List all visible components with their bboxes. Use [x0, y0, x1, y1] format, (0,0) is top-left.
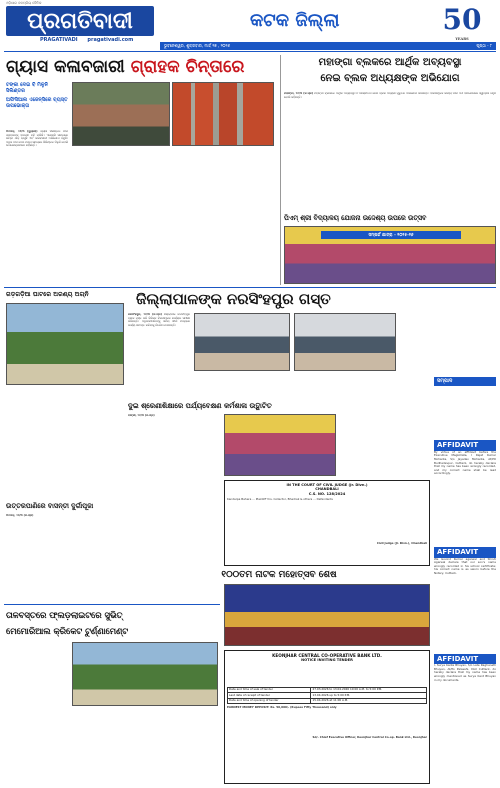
workshop-body-cont — [340, 414, 430, 476]
collector-visit-headline: ଜିଲ୍ଲାପାଳଙ୍କ ନରସିଂହପୁର ଗସ୍ତ — [136, 290, 331, 308]
affidavit-heading: AFFIDAVIT — [434, 654, 496, 665]
right-lead-dateline: ମହାଙ୍ଗା, ୨୬/୩ (ନି.ପ୍ର) — [284, 92, 314, 95]
bank-notice-heading: NOTICE INVITING TENDER — [301, 658, 353, 663]
anniversary-logo — [428, 2, 496, 40]
durga-headline: ଉତ୍ତରପାଣିରେ ବାସନ୍ତୀ ଦୁର୍ଗାପୂଜା — [6, 502, 94, 510]
cricket-headline — [6, 607, 220, 639]
bank-notice-row-value: 15.04.2026 at 11:00 A.M. — [311, 698, 427, 703]
bank-notice-row-value: 27.03.2026 to 13.04.2026 10:00 A.M. to 5:00 P.M. — [311, 687, 427, 692]
forest-fire-photo — [6, 303, 124, 385]
affidavit-item — [434, 547, 496, 650]
date-text: ଭୁବନେଶ୍ୱର, ଶୁକ୍ରବାର, ମାର୍ଚ୍ଚ୍ ୨୭ , ୨୦୨୬ — [164, 43, 230, 48]
workshop-photo — [224, 414, 336, 476]
lead-headline-part2: ଗ୍ରାହକ ଚିନ୍ତାରେ — [130, 57, 245, 77]
column-divider — [280, 55, 281, 285]
sidebar-text — [434, 388, 496, 436]
scheme-photo — [284, 226, 496, 284]
affidavit-column — [434, 440, 496, 786]
lead-body-text: ଗ୍ୟାସ ସିଲିଣ୍ଡର ପାଇଁ ଗ୍ରାହକଙ୍କ ହଇରାଣ ବଢ଼ି ଚାଲିଛି। ଏଜେନ୍ସି ସାମ୍ନାରେ ଲମ୍ବା ଧାଡ଼ି ଲାଗୁଛି ଏବଂ କଳାବଜାରୀ ଅଭିଯୋଗ ବଢୁଛି। ଅଧିକ ଦାମ ଦେଇ ମଧ୍ୟ ସମୟରେ ସିଲିଣ୍ଡର ମିଳୁନି ବୋଲି ଉପଭୋକ୍ତାମାନେ କହିଛନ୍ତି। — [6, 130, 68, 148]
workshop-headline: ଦୁଇ ଶ୍ରେଣୀଶିକ୍ଷାରେ ପର୍ଯ୍ୟବେକ୍ଷଣ କର୍ମଶାଳା ଉଦ୍ଘାଟିତ — [128, 401, 272, 410]
affidavit-item — [434, 654, 496, 757]
cricket-headline-line2: ମେମୋରିଆଲ କ୍ରିକେଟ ଟୁର୍ଣ୍ଣାମେଣ୍ଟ — [6, 626, 129, 636]
collector-visit-dateline: ନରସିଂହପୁର, ୨୬/୩ (ନି.ପ୍ର) — [128, 313, 162, 316]
bank-notice-row-label: Date and time of sale of tender — [228, 687, 311, 692]
cricket-body — [6, 642, 68, 782]
bank-notice-row-label: Date and time of opening of tender — [228, 698, 311, 703]
court-notice-case: C.S. NO. 128/2024 — [308, 491, 346, 496]
lead-body — [6, 130, 68, 240]
masthead-website: pragativadi.com — [87, 37, 134, 43]
bank-notice-signature: Sd/- Chief Executive Officer, Keonjhar Central Co-op. Bank Ltd., Keonjhar — [312, 734, 427, 739]
collector-visit-body-text: ଜିଲ୍ଲାପାଳ ନରସିଂହପୁର ବ୍ଲକ ଗସ୍ତ କରି ବିଭିନ୍ନ ବିକାଶମୂଳକ କାର୍ଯ୍ୟର ସମୀକ୍ଷା କରିଛନ୍ତି। ଅଧିକାରୀମାନଙ୍କୁ ସମୟ ସୀମା ମଧ୍ୟରେ କାର୍ଯ୍ୟ ସମାପ୍ତ କରିବାକୁ ନିର୍ଦ୍ଦେଶ ଦେଇଛନ୍ତି। — [128, 313, 190, 327]
bank-notice-table — [227, 687, 427, 704]
affidavit-heading: AFFIDAVIT — [434, 547, 496, 558]
bottom-rule — [4, 604, 220, 605]
mahotsav-headline: ୧୦୦ତମ ନାଟକ ମହୋତ୍ସବ ଶେଷ — [221, 570, 337, 580]
court-notice-signature: Civil Judge (Jr. Divn.), Chandbali — [376, 541, 427, 546]
bank-notice-row-value: 13.04.2026 up to 5:00 P.M. — [311, 693, 427, 698]
masthead-subtitle — [40, 37, 160, 44]
bank-notice-name: KEONJHAR CENTRAL CO-OPERATIVE BANK LTD. — [272, 653, 382, 658]
bank-notice-body — [227, 710, 427, 736]
bank-notice-row — [228, 698, 427, 703]
lead-photo-cylinders — [172, 82, 274, 146]
forest-fire-headline: ଗଡ଼ଗଡ଼ିଆ ଘାଟରେ ଅରଣ୍ୟ ଅଗ୍ନି — [6, 291, 89, 298]
scheme-banner: ସମ୍ପର୍କ ଯାତ୍ରା - ୨୦୨୫-୨୬ — [321, 231, 461, 239]
bank-notice-emd: EARNEST MONEY DEPOSIT: Rs. 50,000/- (Rupees Fifty Thousand) only — [227, 705, 337, 710]
lead-headline — [6, 55, 276, 79]
affidavit-body: I, Surya Kanta Bhuyan, S/o Late Raghunath Bhuyan, At/Po Palasahi, Dist Cuttack, do hereby declare that my name has been wrongly mentioned as Surya Kant Bhuyan in my documents. — [434, 664, 496, 682]
workshop-body — [128, 414, 220, 504]
bank-notice-intro — [227, 663, 427, 685]
cricket-headline-line1: ତାଳବସ୍ତରେ ଫ୍ଲଡ଼ଲାଇଟରେ ସୁଭିତ୍ — [6, 610, 123, 620]
right-lead-headline — [284, 55, 496, 89]
page-number: ପୃଷ୍ଠା - ୮ — [476, 43, 492, 48]
forest-fire-body — [6, 388, 124, 498]
collector-visit-body — [128, 313, 190, 393]
sidebar-heading: ସମ୍ପାଦ — [434, 377, 496, 386]
lead-body-cont — [72, 150, 274, 242]
affidavit-item — [434, 440, 496, 543]
anniversary-text: YEARS — [455, 37, 469, 40]
collector-photo-2 — [294, 313, 396, 371]
court-notice-body — [227, 504, 427, 542]
lead-bullet-2: ଅଫିସିଆଲ ଏଜେନ୍ସିରେ ବ୍ୟସ୍ତ ଉପଭୋକ୍ତା — [6, 97, 68, 109]
newspaper-logo: ପ୍ରଗତିବାଦୀ — [6, 6, 154, 36]
lead-bullets — [6, 82, 68, 126]
masthead-sub-name: PRAGATIVADI — [40, 37, 78, 43]
affidavit-body: By virtue of an affidavit before the Executive Magistrate, I Rajat Kumar Mohanta, S/o Jayadev Mohanta, At/PO Budhadevpur, Cuttack, do hereby declare that my name has been wrongly recorded, and my correct name shall be read accordingly. — [434, 450, 496, 476]
anniversary-number: 50 — [442, 3, 482, 36]
masthead-rule — [4, 51, 496, 52]
court-notice-parties: Kandarpa Behera ... Plaintiff Vrs. Collector, Bhadrak & others ... Defendants — [227, 497, 333, 502]
mahotsav-photo — [224, 584, 430, 646]
cricket-body-cont — [72, 710, 218, 782]
durga-body — [6, 514, 124, 602]
lead-photo-queue — [72, 82, 170, 146]
court-notice — [224, 480, 430, 566]
bank-notice — [224, 650, 430, 784]
right-lead-headline-line1: ମହାଙ୍ଗା ବ୍ଲକରେ ଆର୍ଥିକ ଅବ୍ୟବସ୍ଥା — [318, 57, 462, 68]
court-notice-heading: IN THE COURT OF CIVIL JUDGE (Jr. Divn.) — [286, 483, 368, 487]
lead-dateline: ଅଠଗଡ଼, ୨୬/୩ (ବ୍ୟୁରୋ) — [6, 130, 38, 133]
lead-bullet-1: ଟଙ୍କା ଦେଇ ବି ମିଳୁନି ସିଲିଣ୍ଡର — [6, 82, 48, 94]
workshop-dateline: ବାଙ୍କୀ, ୨୬/୩ (ନି.ପ୍ର) — [128, 414, 155, 417]
durga-dateline: ଅଠଗଡ଼, ୨୬/୩ (ନି.ପ୍ର) — [6, 514, 34, 517]
right-lead-body — [284, 92, 496, 210]
collector-photo-1 — [194, 313, 290, 371]
scheme-headline: ପିଏମ୍ ଶ୍ରୀ ବିଦ୍ୟାଳୟ ଯୋଜନା ଉଦ୍ଦେଶ୍ୟ ଉପରେ ଉତ୍ସବ — [284, 214, 427, 222]
masthead-tagline: ଓଡ଼ିଶାର ଜନପ୍ରିୟ ଦୈନିକ — [6, 1, 42, 5]
court-notice-court: CHANDBALI — [315, 487, 339, 492]
right-lead-body-text: ମହାଙ୍ଗା ବ୍ଲକରେ ଆର୍ଥିକ ଅବ୍ୟବସ୍ଥା ଓ ଅନିୟମିତତା ନେଇ ବ୍ଲକ ଅଧ୍ୟକ୍ଷ ଗୁରୁତର ଅଭିଯୋଗ କରିଛନ୍ତି। ବିକାଶମୂଳକ କାର୍ଯ୍ୟ ପାଇଁ ଅର୍ଥ ବିନିଯୋଗରେ ସ୍ୱଚ୍ଛତା ରହୁନି ବୋଲି କହିଛନ୍ତି। — [284, 92, 496, 99]
right-column-text — [400, 313, 496, 373]
bank-notice-row-label: Last date of receipt of tender — [228, 693, 311, 698]
right-column-story — [400, 313, 496, 373]
collector-visit-body-cont — [194, 374, 396, 398]
affidavit-body: We Govind Kumar agarwal and Shruti Agarwal declare that our son's name wrongly recorded in his school certificate; his correct name is as sworn before the Notary, Cuttack. — [434, 557, 496, 575]
date-strip — [160, 42, 496, 50]
lead-headline-part1: ଗ୍ୟାସ କଳାବଜାରୀ — [6, 57, 125, 77]
affidavit-heading: AFFIDAVIT — [434, 440, 496, 451]
edition-title: କଟକ ଜିଲ୍ଲା — [250, 10, 340, 31]
cricket-photo — [72, 642, 218, 706]
right-lead-headline-line2: ନେଇ ବ୍ଲକ ଅଧ୍ୟକ୍ଷଙ୍କ ଅଭିଯୋଗ — [320, 73, 460, 84]
